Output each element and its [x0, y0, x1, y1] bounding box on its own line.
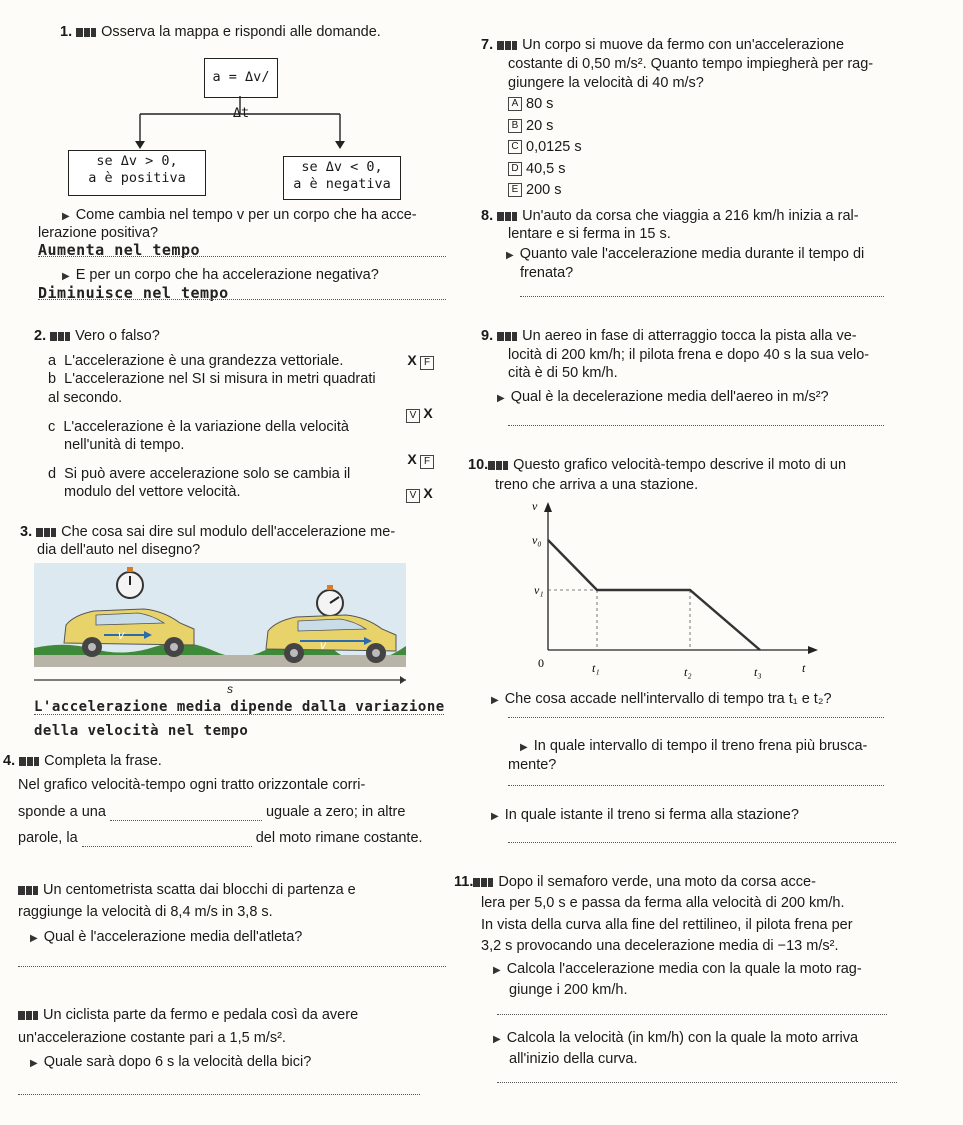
q4-number: 4. — [3, 753, 16, 769]
t2-label: t₂ — [684, 665, 692, 679]
formula-text: a = Δv/Δt — [212, 69, 270, 121]
q10-question-3 — [491, 806, 799, 824]
branch-right-line2: a è negativa — [293, 175, 391, 192]
q2-item-a — [48, 352, 343, 370]
q4-blank-1[interactable] — [110, 808, 262, 821]
q7-option[interactable] — [508, 180, 582, 202]
bullet-arrow-icon: ▶ — [497, 393, 505, 404]
option-letter: E — [508, 183, 522, 197]
q7-option[interactable] — [508, 116, 582, 138]
q11-line4: 3,2 s provocando una decelerazione media di −13 m/s². — [481, 938, 839, 954]
q8-question-line2: frenata? — [520, 265, 574, 281]
q1-number: 1. — [60, 24, 73, 40]
option-text: 20 s — [526, 117, 554, 134]
car2-velocity-label: v — [320, 638, 326, 652]
answer-line[interactable] — [497, 1082, 897, 1083]
q2-item-b-line2: al secondo. — [48, 390, 123, 406]
bullet-arrow-icon: ▶ — [62, 211, 70, 222]
q2-item-d — [48, 465, 350, 483]
q2-vf-a — [404, 352, 434, 370]
q4-line1: Nel grafico velocità-tempo ogni tratto orizzontale corri- — [18, 777, 366, 793]
q6-question — [30, 1053, 311, 1071]
q6-line1 — [18, 1006, 358, 1024]
q1-answer-a[interactable]: Aumenta nel tempo — [38, 241, 201, 259]
formula-box — [204, 58, 278, 121]
q3-answer-line2[interactable]: della velocità nel tempo — [34, 723, 249, 739]
q9-header — [481, 327, 857, 345]
answer-line[interactable] — [508, 425, 884, 426]
q10-header — [468, 456, 846, 474]
true-box[interactable]: X — [407, 352, 417, 368]
false-box[interactable]: F — [420, 356, 434, 370]
q4-line3 — [18, 829, 423, 847]
q2-item-text: L'accelerazione è la variazione della velocità — [63, 419, 350, 435]
q2-item-d-line2: modulo del vettore velocità. — [64, 484, 241, 500]
q2-header — [34, 327, 160, 345]
option-text: 200 s — [526, 182, 562, 198]
q3-title: Che cosa sai dire sul modulo dell'accelerazione me- — [61, 524, 396, 540]
q7-header — [481, 36, 844, 54]
q10-line1: Questo grafico velocità-tempo descrive il moto di un — [513, 457, 847, 473]
q8-number: 8. — [481, 208, 494, 224]
q2-letter: b — [48, 371, 57, 387]
q2-item-text: L'accelerazione nel SI si misura in metri quadrati — [64, 371, 376, 387]
displacement-label: s — [227, 682, 233, 696]
q7-option[interactable] — [508, 159, 582, 181]
q4-text: uguale a zero; in altre — [265, 804, 406, 820]
q7-line1: Un corpo si muove da fermo con un'accelerazione — [522, 37, 845, 53]
velocity-time-graph — [520, 500, 820, 685]
q3-answer-line1[interactable]: L'accelerazione media dipende dalla variazione — [34, 699, 445, 715]
option-letter: A — [508, 97, 522, 111]
t-axis-label: t — [802, 661, 806, 675]
v-axis-arrow — [544, 502, 552, 512]
difficulty-icon — [18, 886, 38, 895]
q11-question-1 — [493, 960, 862, 978]
difficulty-icon — [36, 528, 56, 537]
q10-question-2-text: In quale intervallo di tempo il treno frena più brusca- — [533, 738, 868, 754]
q9-line1: Un aereo in fase di atterraggio tocca la pista alla ve- — [522, 328, 857, 344]
q8-question — [506, 245, 864, 263]
true-box[interactable]: V — [406, 489, 420, 503]
false-box[interactable]: X — [423, 405, 433, 421]
q4-header — [3, 752, 162, 770]
q1-question-b-text: E per un corpo che ha accelerazione negativa? — [75, 267, 379, 283]
answer-line — [38, 299, 446, 300]
q8-question-line1: Quanto vale l'accelerazione media durante il tempo di — [519, 246, 865, 262]
q4-blank-2[interactable] — [82, 834, 252, 847]
q1-answer-b[interactable]: Diminuisce nel tempo — [38, 284, 229, 302]
bullet-arrow-icon: ▶ — [62, 271, 70, 282]
q7-option[interactable] — [508, 137, 582, 159]
q6-question-text: Quale sarà dopo 6 s la velocità della bici? — [43, 1054, 312, 1070]
bullet-arrow-icon: ▶ — [30, 1058, 38, 1069]
q10-number: 10. — [468, 457, 489, 473]
q7-options — [508, 94, 582, 202]
q10-question-2-line2: mente? — [508, 757, 557, 773]
q3-number: 3. — [20, 524, 33, 540]
q1-question-a-line2: lerazione positiva? — [38, 225, 159, 241]
q2-letter: a — [48, 353, 57, 369]
option-text: 80 s — [526, 96, 554, 112]
answer-line[interactable] — [508, 785, 884, 786]
q11-line2: lera per 5,0 s e passa da ferma alla velocità di 200 km/h. — [481, 895, 845, 911]
q9-number: 9. — [481, 328, 494, 344]
q10-question-3-text: In quale istante il treno si ferma alla stazione? — [504, 807, 799, 823]
difficulty-icon — [76, 28, 96, 37]
difficulty-icon — [50, 332, 70, 341]
q2-item-c — [48, 418, 349, 436]
bullet-arrow-icon: ▶ — [30, 933, 38, 944]
q8-line2: lentare e si ferma in 15 s. — [508, 226, 671, 242]
t3-label: t₃ — [754, 665, 762, 679]
q4-text: del moto rimane costante. — [255, 830, 423, 846]
bullet-arrow-icon: ▶ — [493, 965, 501, 976]
q4-title: Completa la frase. — [44, 753, 162, 769]
answer-line[interactable] — [18, 1094, 420, 1095]
answer-line[interactable] — [508, 842, 896, 843]
q2-vf-d — [404, 485, 434, 503]
branch-left-line1: se Δv > 0, — [96, 153, 178, 169]
q6-text: Un ciclista parte da fermo e pedala così da avere — [43, 1007, 359, 1023]
car1-velocity-label: v — [118, 628, 124, 642]
q5-text: Un centometrista scatta dai blocchi di partenza e — [43, 882, 356, 898]
q11-header — [454, 873, 816, 891]
branch-left-box — [68, 150, 206, 196]
q5-question — [30, 928, 302, 946]
q1-header — [60, 23, 381, 41]
q10-question-2 — [520, 737, 867, 755]
q8-header — [481, 207, 859, 225]
q7-line3: giungere la velocità di 40 m/s? — [508, 75, 704, 91]
q2-letter: c — [48, 419, 56, 435]
q11-question-2 — [493, 1029, 858, 1047]
option-letter: B — [508, 119, 522, 133]
q11-question-1-text: Calcola l'accelerazione media con la quale la moto rag- — [506, 961, 862, 977]
difficulty-icon — [497, 41, 517, 50]
true-box[interactable]: X — [407, 451, 417, 467]
concept-map-connectors — [60, 96, 400, 156]
true-box[interactable]: V — [406, 409, 420, 423]
bullet-arrow-icon: ▶ — [520, 742, 528, 753]
answer-line[interactable] — [520, 296, 884, 297]
q8-line1: Un'auto da corsa che viaggia a 216 km/h inizia a ral- — [522, 208, 859, 224]
difficulty-icon — [497, 332, 517, 341]
answer-line — [38, 256, 446, 257]
q7-number: 7. — [481, 37, 494, 53]
q5-line2: raggiunge la velocità di 8,4 m/s in 3,8 s. — [18, 904, 273, 920]
car-illustration — [34, 563, 406, 693]
q3-header — [20, 523, 395, 541]
branch-right-line1: se Δv < 0, — [301, 159, 383, 175]
option-text: 0,0125 s — [526, 139, 582, 155]
branch-right-box — [283, 156, 401, 200]
q2-letter: d — [48, 466, 57, 482]
velocity-line — [548, 540, 760, 650]
v0-label: v₀ — [532, 533, 542, 547]
false-box[interactable]: F — [420, 455, 434, 469]
difficulty-icon — [473, 878, 493, 887]
false-box[interactable]: X — [423, 485, 433, 501]
q2-item-text: Si può avere accelerazione solo se cambia il — [64, 466, 351, 482]
q11-number: 11. — [454, 874, 474, 890]
q2-number: 2. — [34, 328, 47, 344]
q1-question-a — [62, 206, 417, 224]
q1-question-b — [62, 266, 379, 284]
q2-title: Vero o falso? — [75, 328, 160, 344]
difficulty-icon — [488, 461, 508, 470]
q11-question-2-line2: all'inizio della curva. — [509, 1051, 638, 1067]
answer-line[interactable] — [18, 966, 446, 967]
q1-title: Osserva la mappa e rispondi alle domande. — [101, 24, 381, 40]
option-text: 40,5 s — [526, 160, 566, 177]
difficulty-icon — [18, 1011, 38, 1020]
difficulty-icon — [19, 757, 39, 766]
branch-left-line2: a è positiva — [88, 169, 186, 186]
q11-question-2-text: Calcola la velocità (in km/h) con la quale la moto arriva — [506, 1030, 859, 1046]
q9-question — [497, 388, 829, 406]
q2-item-c-line2: nell'unità di tempo. — [64, 437, 185, 453]
origin-label: 0 — [538, 656, 544, 670]
q2-item-b — [48, 370, 376, 388]
bullet-arrow-icon: ▶ — [506, 250, 514, 261]
q5-line1 — [18, 881, 356, 899]
option-letter: D — [508, 162, 522, 176]
v1-label: v₁ — [534, 583, 544, 597]
q10-question-1 — [491, 690, 832, 708]
q10-question-1-text: Che cosa accade nell'intervallo di tempo tra t₁ e t₂? — [504, 691, 832, 707]
q2-vf-c — [404, 451, 434, 469]
t-axis-arrow — [808, 646, 818, 654]
bullet-arrow-icon: ▶ — [491, 811, 499, 822]
q11-line1: Dopo il semaforo verde, una moto da corsa acce- — [498, 874, 816, 890]
t1-label: t₁ — [592, 661, 600, 675]
bullet-arrow-icon: ▶ — [491, 695, 499, 706]
q9-line2: locità di 200 km/h; il pilota frena e dopo 40 s la sua velo- — [508, 347, 870, 363]
option-letter: C — [508, 140, 522, 154]
q7-option[interactable] — [508, 94, 582, 116]
bullet-arrow-icon: ▶ — [493, 1034, 501, 1045]
q10-line2: treno che arriva a una stazione. — [495, 477, 699, 493]
q3-title-line2: dia dell'auto nel disegno? — [37, 542, 201, 558]
answer-line[interactable] — [508, 717, 884, 718]
q4-line2 — [18, 803, 405, 821]
difficulty-icon — [497, 212, 517, 221]
q11-question-1-line2: giunge i 200 km/h. — [509, 982, 628, 998]
answer-line — [34, 714, 444, 715]
q11-line3: In vista della curva alla fine del rettilineo, il pilota frena per — [481, 917, 853, 933]
q9-question-text: Qual è la decelerazione media dell'aereo in m/s²? — [510, 389, 829, 405]
q2-item-text: L'accelerazione è una grandezza vettoriale. — [64, 353, 344, 369]
q2-vf-b — [404, 405, 434, 423]
q4-text: parole, la — [18, 830, 78, 846]
q1-question-a-line1: Come cambia nel tempo v per un corpo che ha acce- — [75, 207, 417, 223]
q6-line2: un'accelerazione costante pari a 1,5 m/s². — [18, 1030, 286, 1046]
q4-text: sponde a una — [18, 804, 106, 820]
answer-line[interactable] — [497, 1014, 887, 1015]
v-axis-label: v — [532, 500, 538, 513]
q5-question-text: Qual è l'accelerazione media dell'atleta? — [43, 929, 303, 945]
q9-line3: cità è di 50 km/h. — [508, 365, 618, 381]
q7-line2: costante di 0,50 m/s². Quanto tempo impiegherà per rag- — [508, 56, 874, 72]
